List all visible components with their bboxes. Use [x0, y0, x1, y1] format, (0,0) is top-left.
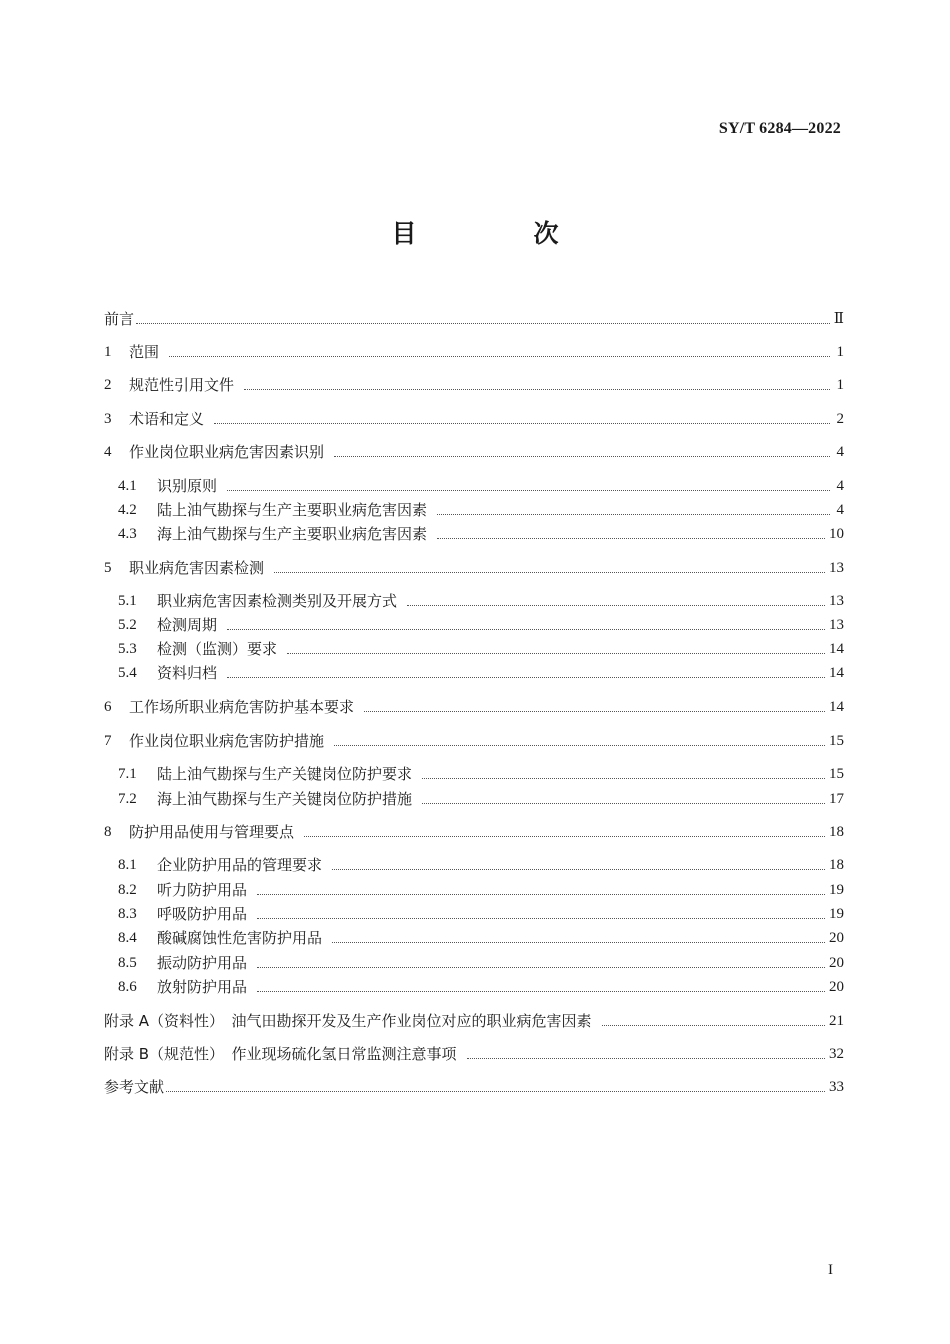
toc-label: 附录 B（规范性） 作业现场硫化氢日常监测注意事项: [104, 1045, 457, 1063]
toc-entry-references[interactable]: [104, 1077, 844, 1097]
toc-page: 18: [829, 857, 844, 873]
toc-entry-appendix-a[interactable]: [104, 1011, 844, 1031]
toc-number: 5.3: [118, 641, 137, 657]
toc-number: 3: [104, 411, 112, 427]
toc-entry-4-1[interactable]: [118, 476, 844, 496]
toc-entry-2[interactable]: [104, 375, 844, 395]
toc-number: 6: [104, 699, 112, 715]
leader-dots: [257, 893, 825, 895]
toc-number: 8.1: [118, 857, 137, 873]
toc-entry-6[interactable]: [104, 697, 844, 717]
toc-label: 职业病危害因素检测类别及开展方式: [157, 592, 398, 610]
toc-number: 8.4: [118, 930, 137, 946]
toc-page: 4: [836, 478, 844, 494]
toc-number: 8: [104, 824, 112, 840]
leader-dots: [214, 422, 830, 424]
toc-number: 7.2: [118, 791, 137, 807]
toc-entry-8[interactable]: [104, 822, 844, 842]
toc-entry-foreword[interactable]: [104, 309, 844, 329]
leader-dots: [169, 355, 830, 357]
leader-dots: [227, 489, 830, 491]
toc-page: 20: [829, 930, 844, 946]
leader-dots: [602, 1024, 825, 1026]
toc-page: 4: [836, 502, 844, 518]
toc-page: 20: [829, 979, 844, 995]
toc-page: 13: [829, 617, 844, 633]
leader-dots: [334, 744, 825, 746]
leader-dots: [407, 604, 825, 606]
toc-label: 海上油气勘探与生产关键岗位防护措施: [157, 790, 413, 808]
toc-page: 14: [829, 641, 844, 657]
toc-label: 资料归档: [157, 664, 218, 682]
toc-entry-5-4[interactable]: [118, 663, 844, 683]
leader-dots: [422, 802, 825, 804]
toc-page: 21: [829, 1013, 844, 1029]
leader-dots: [257, 990, 825, 992]
toc-label: 前言: [104, 310, 135, 328]
toc-page: 33: [829, 1079, 844, 1095]
toc-number: 5.2: [118, 617, 137, 633]
toc-label: 呼吸防护用品: [157, 905, 248, 923]
toc-page: 15: [829, 733, 844, 749]
toc-label: 术语和定义: [129, 410, 205, 428]
toc-entry-8-2[interactable]: [118, 880, 844, 900]
toc-page: 4: [836, 444, 844, 460]
toc-label: 作业岗位职业病危害因素识别: [129, 443, 325, 461]
toc-label: 陆上油气勘探与生产关键岗位防护要求: [157, 765, 413, 783]
toc-label: 放射防护用品: [157, 978, 248, 996]
leader-dots: [227, 628, 825, 630]
toc-number: 4.3: [118, 526, 137, 542]
toc-entry-appendix-b[interactable]: [104, 1044, 844, 1064]
toc-page: 32: [829, 1046, 844, 1062]
toc-number: 1: [104, 344, 112, 360]
toc-entry-8-6[interactable]: [118, 977, 844, 997]
toc-number: 8.3: [118, 906, 137, 922]
toc-page: 10: [829, 526, 844, 542]
toc-page: 1: [836, 344, 844, 360]
toc-entry-4[interactable]: [104, 442, 844, 462]
toc-page: 15: [829, 766, 844, 782]
leader-dots: [304, 835, 825, 837]
leader-dots: [467, 1057, 825, 1059]
toc-page: 18: [829, 824, 844, 840]
toc-number: 5.4: [118, 665, 137, 681]
toc-label: 检测周期: [157, 616, 218, 634]
toc-entry-8-1[interactable]: [118, 855, 844, 875]
toc-label: 防护用品使用与管理要点: [129, 823, 295, 841]
toc-page: 13: [829, 593, 844, 609]
leader-dots: [227, 676, 825, 678]
leader-dots: [136, 322, 830, 324]
toc-label: 检测（监测）要求: [157, 640, 278, 658]
leader-dots: [364, 710, 825, 712]
toc-page: 20: [829, 955, 844, 971]
toc-number: 5.1: [118, 593, 137, 609]
toc-label: 范围: [129, 343, 160, 361]
toc-number: 8.6: [118, 979, 137, 995]
document-code: SY/T 6284—2022: [718, 120, 841, 137]
toc-label: 参考文献: [104, 1078, 165, 1096]
toc-label: 规范性引用文件: [129, 376, 235, 394]
toc-entry-5[interactable]: [104, 558, 844, 578]
toc-page: 19: [829, 882, 844, 898]
leader-dots: [274, 571, 825, 573]
toc-label: 工作场所职业病危害防护基本要求: [129, 698, 355, 716]
toc-entry-7-1[interactable]: [118, 764, 844, 784]
toc-entry-4-3[interactable]: [118, 524, 844, 544]
toc-label: 陆上油气勘探与生产主要职业病危害因素: [157, 501, 428, 519]
leader-dots: [422, 777, 825, 779]
toc-label: 酸碱腐蚀性危害防护用品: [157, 929, 323, 947]
toc-entry-7[interactable]: [104, 731, 844, 751]
leader-dots: [332, 941, 825, 943]
toc-page: 19: [829, 906, 844, 922]
toc-page: 2: [836, 411, 844, 427]
toc-label: 职业病危害因素检测: [129, 559, 265, 577]
toc-page: 1: [836, 377, 844, 393]
toc-number: 8.2: [118, 882, 137, 898]
toc-entry-1[interactable]: [104, 342, 844, 362]
leader-dots: [166, 1090, 825, 1092]
toc-entry-7-2[interactable]: [118, 789, 844, 809]
toc-number: 7.1: [118, 766, 137, 782]
toc-label: 企业防护用品的管理要求: [157, 856, 323, 874]
toc-number: 4.2: [118, 502, 137, 518]
leader-dots: [334, 455, 830, 457]
toc-entry-5-2[interactable]: [118, 615, 844, 635]
leader-dots: [437, 513, 830, 515]
toc-page: 14: [829, 699, 844, 715]
toc-entry-3[interactable]: [104, 409, 844, 429]
toc-entry-4-2[interactable]: [118, 500, 844, 520]
toc-number: 4.1: [118, 478, 137, 494]
page-number: I: [828, 1262, 833, 1278]
toc-page: 13: [829, 560, 844, 576]
toc-number: 5: [104, 560, 112, 576]
toc-label: 作业岗位职业病危害防护措施: [129, 732, 325, 750]
toc-entry-8-5[interactable]: [118, 953, 844, 973]
toc-label: 识别原则: [157, 477, 218, 495]
toc-label: 振动防护用品: [157, 954, 248, 972]
toc-number: 8.5: [118, 955, 137, 971]
page-title: 目 次: [391, 219, 605, 248]
toc-number: 2: [104, 377, 112, 393]
toc-entry-8-4[interactable]: [118, 928, 844, 948]
toc-number: 7: [104, 733, 112, 749]
toc-entry-5-3[interactable]: [118, 639, 844, 659]
toc-entry-8-3[interactable]: [118, 904, 844, 924]
toc-page: 17: [829, 791, 844, 807]
leader-dots: [257, 966, 825, 968]
leader-dots: [287, 652, 825, 654]
toc-page: Ⅱ: [833, 311, 844, 327]
toc-entry-5-1[interactable]: [118, 591, 844, 611]
leader-dots: [257, 917, 825, 919]
toc-label: 海上油气勘探与生产主要职业病危害因素: [157, 525, 428, 543]
toc-label: 附录 A（资料性） 油气田勘探开发及生产作业岗位对应的职业病危害因素: [104, 1012, 592, 1030]
leader-dots: [332, 868, 825, 870]
toc-number: 4: [104, 444, 112, 460]
toc-page: 14: [829, 665, 844, 681]
leader-dots: [244, 388, 830, 390]
toc-label: 听力防护用品: [157, 881, 248, 899]
leader-dots: [437, 537, 825, 539]
